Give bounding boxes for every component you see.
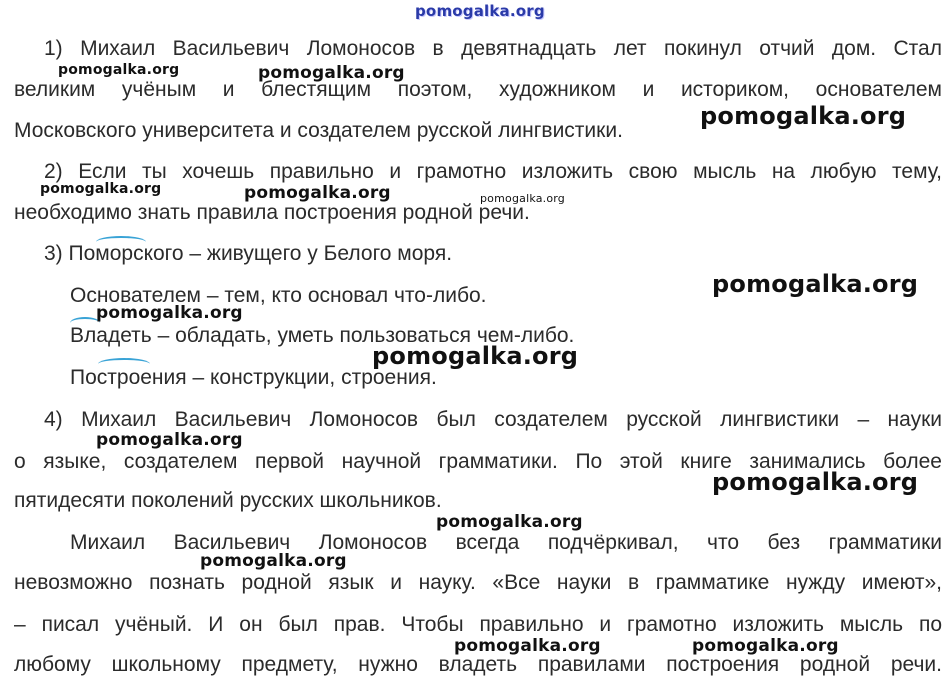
watermark: pomogalka.org	[200, 551, 347, 571]
text-line: любому школьному предмету, нужно владеть правилами построения родной речи.	[14, 653, 942, 676]
text-line: великим учёным и блестящим поэтом, художником и историком, основателем	[14, 78, 942, 101]
watermark: pomogalka.org	[700, 102, 907, 130]
text-line: 4) Михаил Васильевич Ломоносов был создателем русской лингвистики – науки	[44, 408, 942, 431]
watermark: pomogalka.org	[454, 636, 601, 656]
watermark: pomogalka.org	[58, 62, 180, 78]
text-line: о языке, создателем первой научной грамматики. По этой книге занимались более	[14, 450, 942, 473]
text-line: 2) Если ты хочешь правильно и грамотно изложить свою мысль на любую тему,	[44, 160, 942, 183]
watermark: pomogalka.org	[712, 270, 919, 298]
watermark: pomogalka.org	[258, 63, 405, 83]
watermark: pomogalka.org	[372, 342, 579, 370]
watermark: pomogalka.org	[40, 181, 162, 197]
text-line: пятидесяти поколений русских школьников.	[14, 489, 442, 512]
watermark: pomogalka.org	[712, 468, 919, 496]
text-line: 1) Михаил Васильевич Ломоносов в девятнадцать лет покинул отчий дом. Стал	[44, 37, 942, 60]
header-watermark: pomogalka.org	[415, 2, 545, 20]
text-line: Основателем – тем, кто основал что-либо.	[70, 284, 487, 307]
text-line: необходимо знать правила построения родной речи.	[14, 201, 530, 224]
watermark: pomogalka.org	[436, 512, 583, 532]
text-line: Михаил Васильевич Ломоносов всегда подчёркивал, что без грамматики	[70, 531, 942, 554]
watermark: pomogalka.org	[244, 183, 391, 203]
watermark: pomogalka.org	[96, 430, 243, 450]
root-arc-mark	[98, 358, 150, 370]
watermark: pomogalka.org	[96, 303, 243, 323]
watermark: pomogalka.org	[692, 636, 839, 656]
text-line: Построения – конструкции, строения.	[70, 366, 437, 389]
root-arc-mark	[96, 236, 146, 248]
watermark: pomogalka.org	[480, 192, 565, 205]
text-line: Владеть – обладать, уметь пользоваться чем-либо.	[70, 324, 575, 347]
text-line: – писал учёный. И он был прав. Чтобы правильно и грамотно изложить мысль по	[14, 613, 942, 636]
text-line: 3) Поморского – живущего у Белого моря.	[44, 242, 453, 265]
text-line: невозможно познать родной язык и науку. «Все науки в грамматике нужду имеют»,	[14, 571, 942, 594]
text-line: Московского университета и создателем русской лингвистики.	[14, 119, 623, 142]
